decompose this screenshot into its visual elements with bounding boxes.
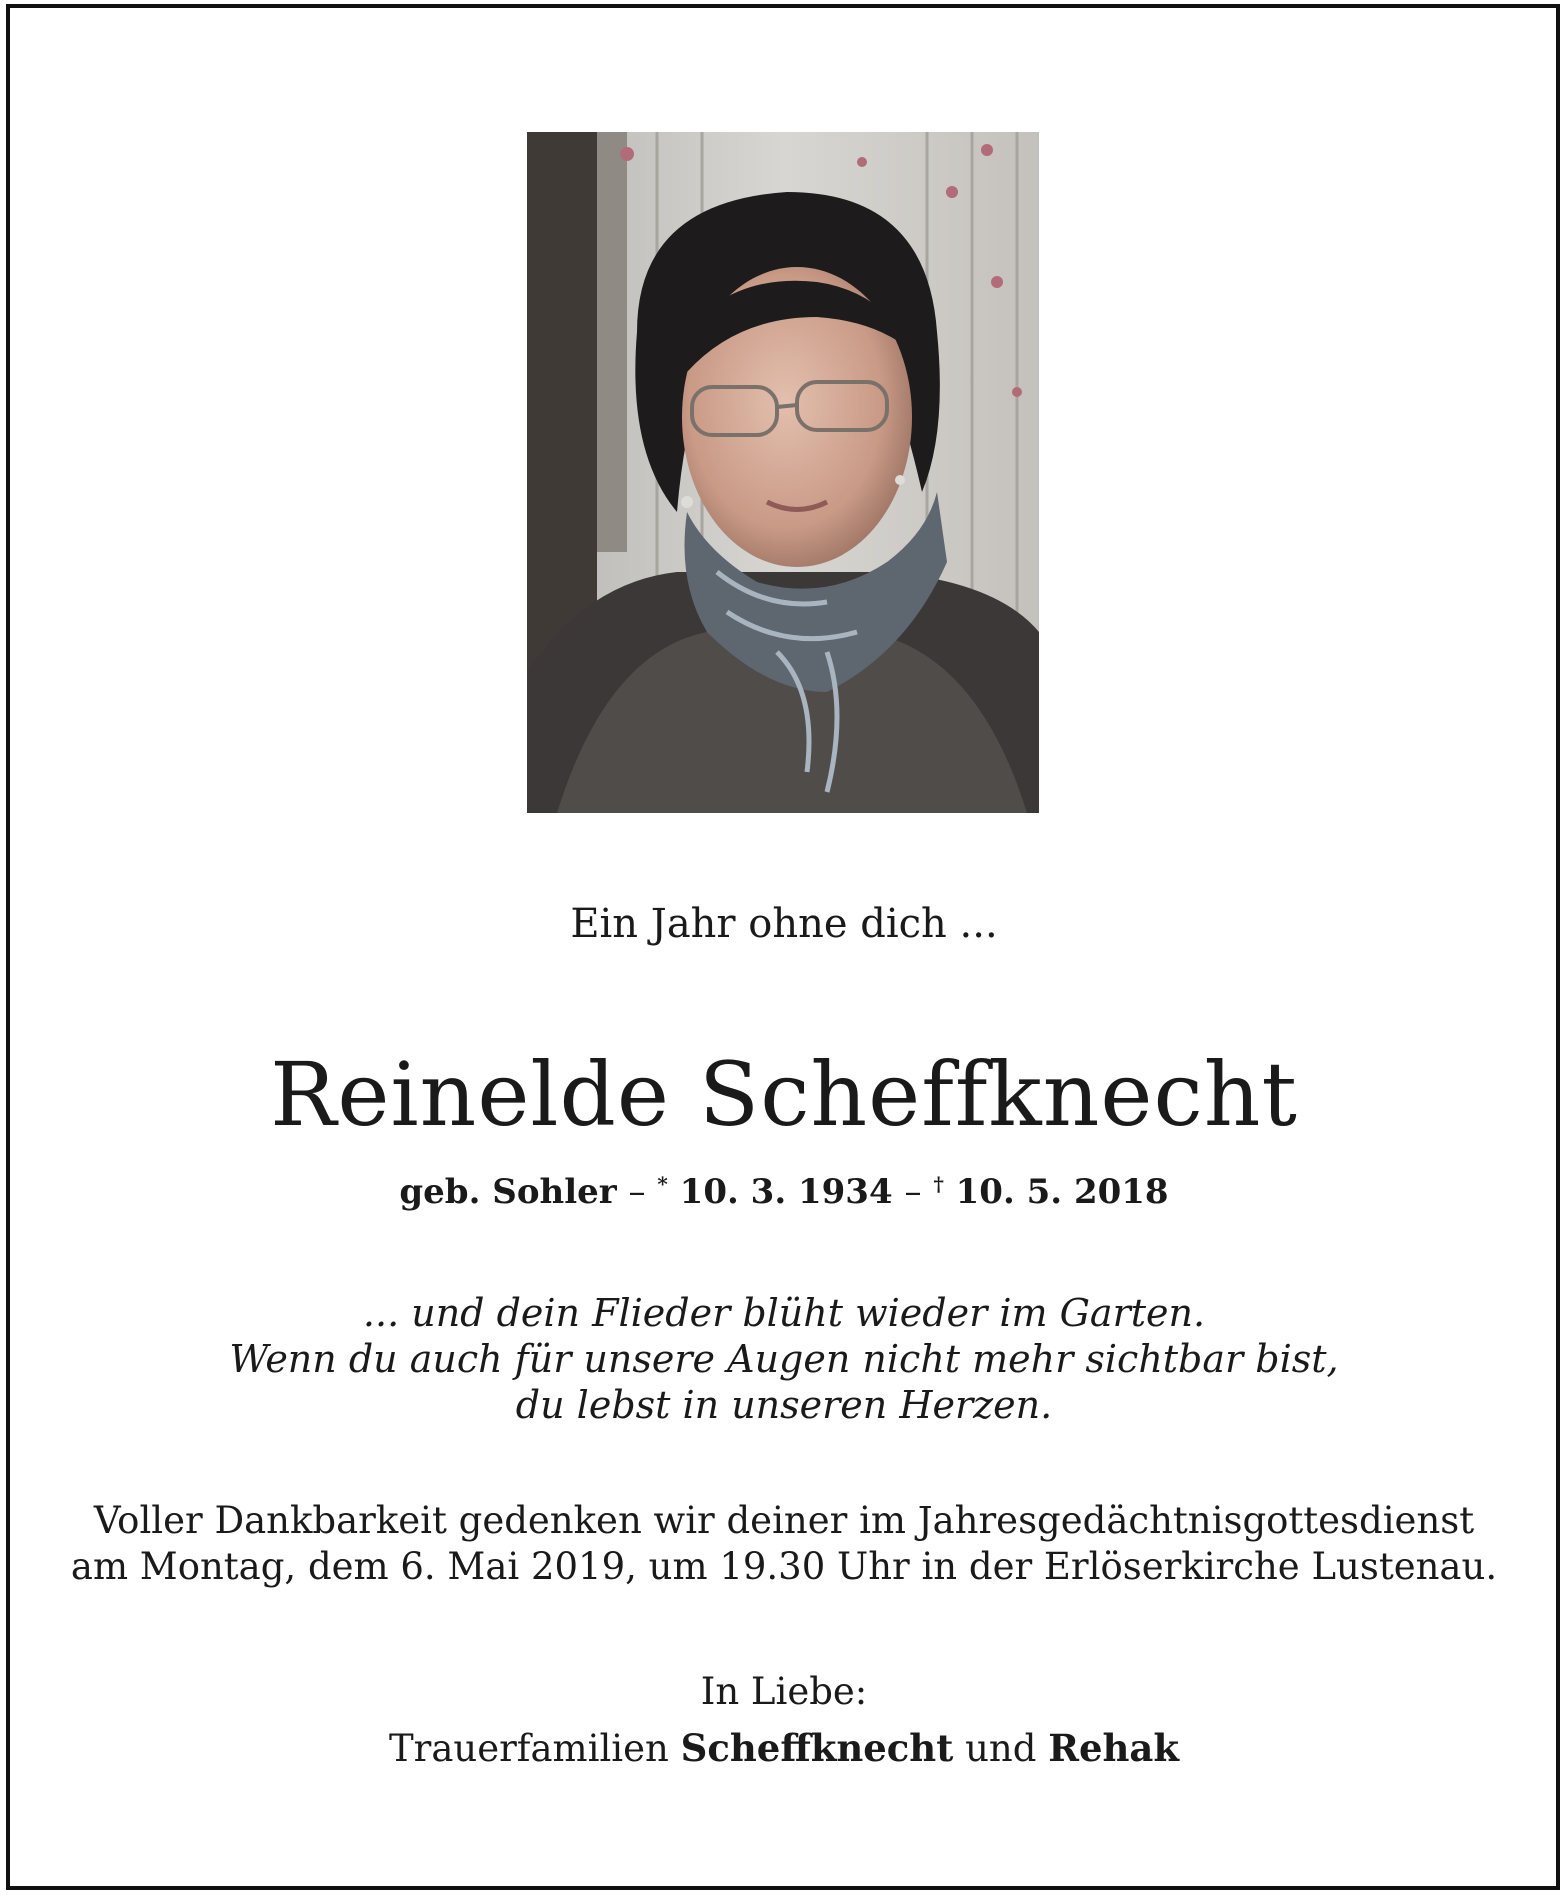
deceased-name: Reinelde Scheffknecht xyxy=(270,1043,1298,1146)
family-name-1: Scheffknecht xyxy=(680,1726,954,1770)
service-announcement xyxy=(0,1498,1568,1590)
families-line xyxy=(0,1720,1568,1777)
service-line: Voller Dankbarkeit gedenken wir deiner im Jahresgedächtnisgottesdienst xyxy=(93,1499,1475,1542)
memorial-poem xyxy=(0,1290,1568,1428)
service-line: am Montag, dem 6. Mai 2019, um 19.30 Uhr in der Erlöserkirche Lustenau. xyxy=(70,1545,1498,1588)
dash-separator: – xyxy=(904,1172,922,1212)
portrait-photo xyxy=(527,132,1039,813)
death-symbol: † xyxy=(933,1172,944,1196)
life-dates xyxy=(0,1162,1568,1214)
poem-line: du lebst in unseren Herzen. xyxy=(515,1383,1053,1427)
dash-separator: – xyxy=(628,1172,646,1212)
closing-phrase: In Liebe: xyxy=(700,1670,868,1713)
families-prefix: Trauerfamilien xyxy=(388,1727,669,1770)
families-and: und xyxy=(965,1727,1037,1770)
birth-symbol: * xyxy=(657,1172,668,1196)
death-date: 10. 5. 2018 xyxy=(955,1172,1169,1212)
birth-name: geb. Sohler xyxy=(399,1172,617,1212)
portrait-illustration xyxy=(527,132,1039,813)
signature-block xyxy=(0,1664,1568,1777)
intro-line: Ein Jahr ohne dich ... xyxy=(570,901,998,947)
family-name-2: Rehak xyxy=(1048,1726,1180,1770)
poem-line: ... und dein Flieder blüht wieder im Garten. xyxy=(362,1291,1206,1335)
poem-line: Wenn du auch für unsere Augen nicht mehr sichtbar bist, xyxy=(229,1337,1339,1381)
birth-date: 10. 3. 1934 xyxy=(679,1172,893,1212)
